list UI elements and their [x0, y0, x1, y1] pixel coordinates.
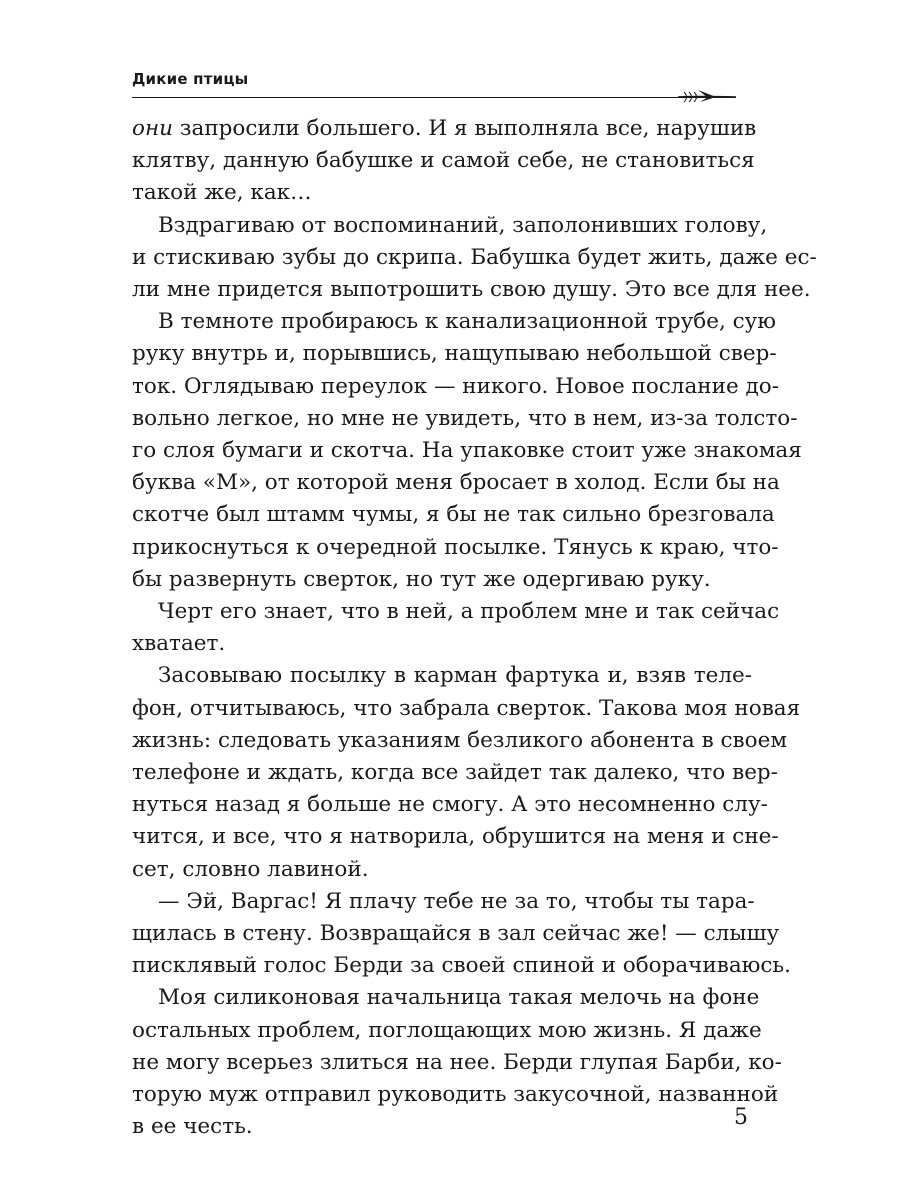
text-line [132, 113, 757, 145]
paragraph [132, 660, 801, 885]
text-line: в ее честь. [132, 1114, 253, 1140]
paragraph [132, 306, 802, 596]
text-line: хватает. [132, 631, 226, 657]
text-line: остальных проблем, поглощающих мою жизнь. Я даже [132, 1017, 762, 1043]
text-line: ли мне придется выпотрошить свою душу. Это все для нее. [132, 277, 811, 303]
body-text [132, 113, 817, 1144]
text-line: Моя силиконовая начальница такая мелочь на фоне [158, 985, 760, 1011]
text-line: телефоне и ждать, когда все зайдет так далеко, что вер- [132, 760, 778, 786]
paragraph [132, 113, 757, 210]
text-line: Засовываю посылку в карман фартука и, взяв теле- [158, 663, 752, 689]
text-line: клятву, данную бабушке и самой себе, не становиться [132, 148, 755, 174]
text-line: го слоя бумаги и скотча. На упаковке стоит уже знакомая [132, 438, 802, 464]
text-line: чится, и все, что я натворила, обрушится на меня и сне- [132, 824, 779, 850]
text-line: торую муж отправил руководить закусочной, названной [132, 1082, 779, 1108]
text-line: Черт его знает, что в ней, а проблем мне и так сейчас [158, 599, 780, 625]
text-line: не могу всерьез злиться на нее. Берди глупая Барби, ко- [132, 1049, 782, 1075]
text-line: буква «М», от которой меня бросает в холод. Если бы на [132, 470, 780, 496]
text-line: жизнь: следовать указаниям безликого абонента в своем [132, 727, 788, 753]
text-line: Вздрагиваю от воспоминаний, заполонивших голову, [158, 212, 768, 238]
page-number: 5 [734, 1105, 748, 1130]
running-head-title: Дикие птицы [132, 70, 249, 88]
text-line: вольно легкое, но мне не увидеть, что в нем, из-за толсто- [132, 405, 798, 431]
text-line: ток. Оглядываю переулок — никого. Новое послание до- [132, 373, 779, 399]
text-line: и стискиваю зубы до скрипа. Бабушка будет жить, даже ес- [132, 244, 817, 270]
text-line: бы развернуть сверток, но тут же одергиваю руку. [132, 566, 711, 592]
text-line: нуться назад я больше не смогу. А это несомненно слу- [132, 792, 768, 818]
text-line: В темноте пробираюсь к канализационной трубе, сую [158, 309, 777, 335]
header-rule [132, 97, 736, 98]
text-line: руку внутрь и, порывшись, нащупываю небольшой свер- [132, 341, 777, 367]
text-line: такой же, как… [132, 180, 312, 206]
paragraph [132, 982, 782, 1143]
text-line: — Эй, Варгас! Я плачу тебе не за то, чтобы ты тара- [158, 888, 755, 914]
emphasis-text: они [132, 116, 173, 141]
paragraph [132, 210, 817, 307]
text-run: запросили большего. И я выполняла все, нарушив [172, 116, 757, 141]
text-line: прикоснуться к очередной посылке. Тянусь к краю, что- [132, 534, 779, 560]
text-line: писклявый голос Берди за своей спиной и оборачиваюсь. [132, 953, 791, 979]
text-line: фон, отчитываюсь, что забрала сверток. Такова моя новая [132, 695, 801, 721]
paragraph [132, 886, 791, 983]
text-line: сет, словно лавиной. [132, 856, 369, 882]
text-line: скотче был штамм чумы, я бы не так сильно брезговала [132, 502, 775, 528]
paragraph [132, 596, 780, 660]
feather-ornament-icon [676, 84, 738, 106]
text-line: щилась в стену. Возвращайся в зал сейчас же! — слышу [132, 921, 780, 947]
